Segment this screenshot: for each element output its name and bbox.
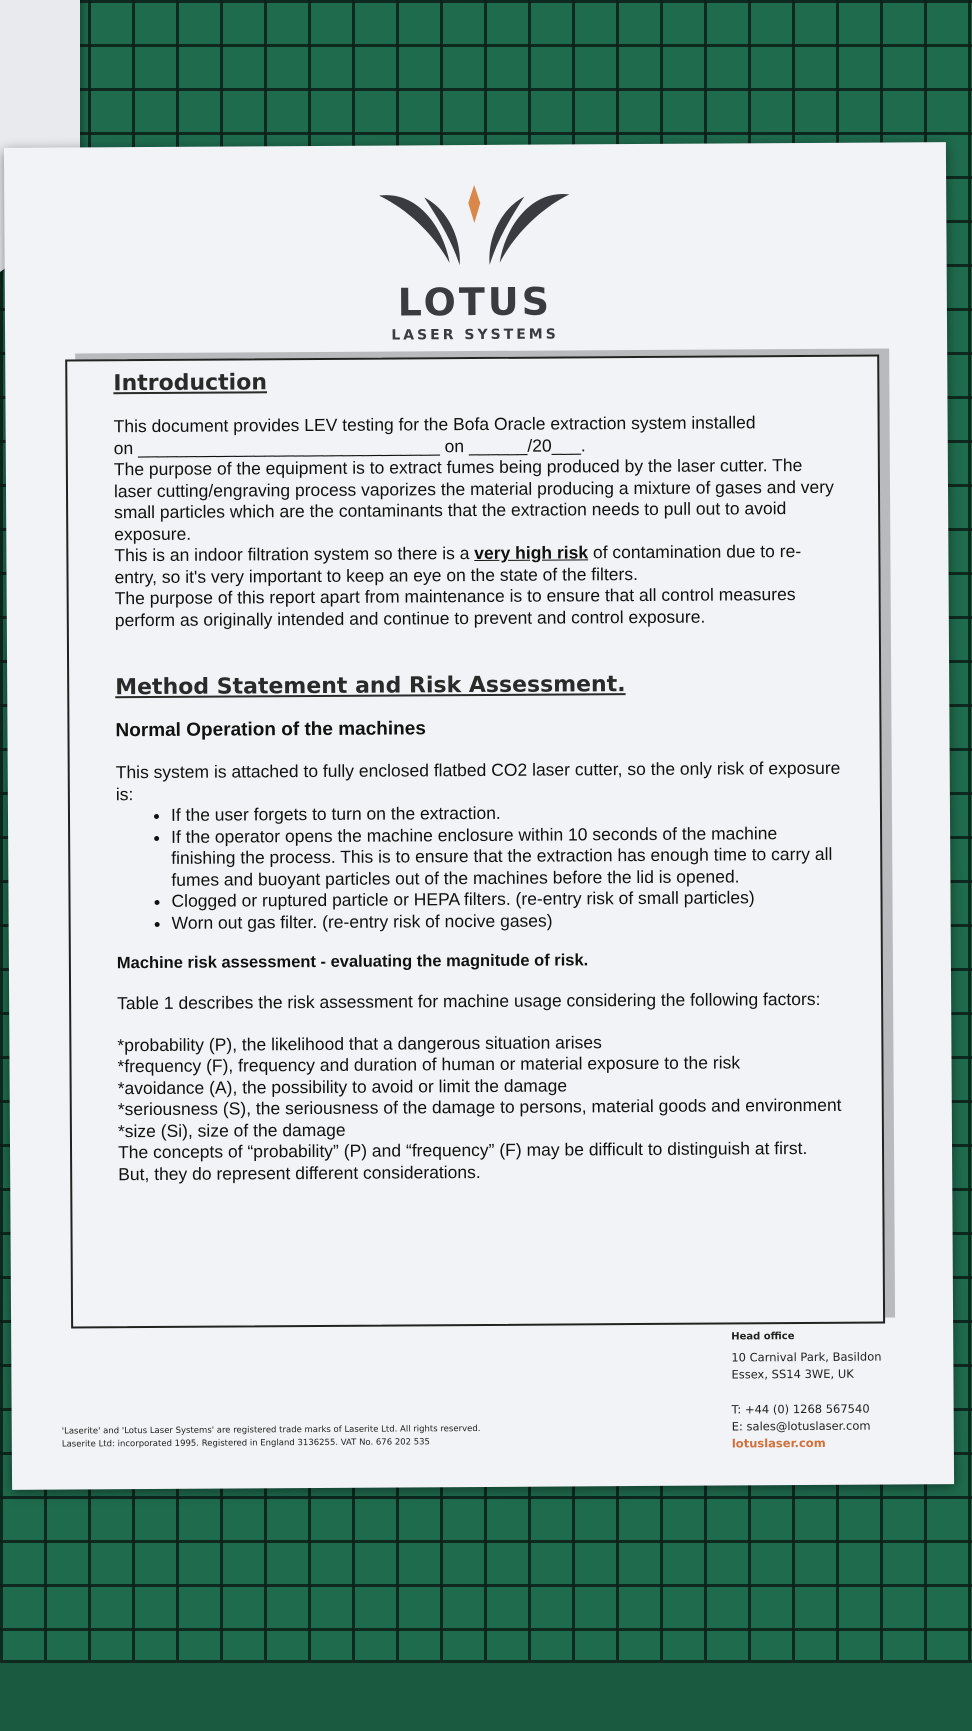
head-office-block [731,1327,942,1452]
brand-tagline: LASER SYSTEMS [391,326,559,344]
brand-name: LOTUS [397,279,553,325]
factors-list [117,1030,843,1185]
legal-line-2: Laserite Ltd: incorporated 1995. Registered in England 3136255. VAT No. 676 202 535 [61,1437,430,1450]
assessment-heading: Machine risk assessment - evaluating the magnitude of risk. [116,951,589,973]
table-description: Table 1 describes the risk assessment for machine usage considering the following factors: [117,988,821,1014]
email: E: sales@lotuslaser.com [731,1418,871,1434]
factor-item: *size (Si), size of the damage [117,1119,346,1141]
method-heading: Method Statement and Risk Assessment. [115,672,626,701]
list-item: • Worn out gas filter. (re-entry risk of nocive gases) [172,908,842,934]
phone: T: +44 (0) 1268 567540 [731,1401,870,1417]
factor-item: *frequency (F), frequency and duration of human or material exposure to the risk [117,1052,741,1077]
intro-report-purpose: The purpose of this report apart from maintenance is to ensure that all control measures perform as originally intended and continue to prevent and control exposure. [114,584,796,630]
list-item: • Clogged or ruptured particle or HEPA filters. (re-entry risk of small particles) [171,887,841,913]
risk-list [116,801,842,934]
list-item: • If the operator opens the machine enclosure within 10 seconds of the machine finishing the process. This is to ensure that the extraction has enough time to carry all fumes and buoyant particles out of the machines before the lid is opened. [171,822,841,891]
very-high-risk: very high risk [474,542,589,564]
intro-line-2: on _______________________________ on ______/20___. [113,434,586,458]
lotus-petals-icon [379,184,570,270]
address-line-1: 10 Carnival Park, Basildon [731,1349,882,1365]
system-text: This system is attached to fully enclosed flatbed CO2 laser cutter, so the only risk of exposure is: [115,757,841,804]
factor-item: *avoidance (A), the possibility to avoid or limit the damage [117,1074,568,1098]
address-line-2: Essex, SS14 3WE, UK [731,1366,854,1382]
lotus-logo [374,184,575,344]
document-page [4,142,954,1490]
orange-flame-icon [468,185,480,223]
content-box [65,355,885,1329]
intro-risk: This is an indoor filtration system so there is a very high risk of contamination due to re-entry, so it's very important to keep an eye on the state of the filters. [114,541,802,587]
legal-line-1: 'Laserite' and 'Lotus Laser Systems' are registered trade marks of Laserite Ltd. All rights reserved. [61,1424,481,1437]
legal-notice [62,1422,622,1451]
concepts-text: The concepts of “probability” (P) and “frequency” (F) may be difficult to distinguish at first. But, they do represent different considerations. [117,1138,808,1184]
intro-purpose: The purpose of the equipment is to extract fumes being produced by the laser cutter. The laser cutting/engraving process vaporizes the material producing a mixture of gases and very small particles which are the contaminants that the extraction needs to pull out to avoid exposure. [113,455,834,544]
list-item: • If the user forgets to turn on the extraction. [171,801,841,827]
head-office-label: Head office [731,1331,795,1343]
introduction-heading: Introduction [113,370,268,397]
website: lotuslaser.com [731,1435,826,1451]
factor-item: *seriousness (S), the seriousness of the damage to persons, material goods and environment [117,1094,842,1120]
normal-operation-heading: Normal Operation of the machines [115,718,426,742]
cutting-mat-edge [0,1660,972,1731]
factor-item: *probability (P), the likelihood that a dangerous situation arises [117,1031,602,1055]
intro-line-1: This document provides LEV testing for the Bofa Oracle extraction system installed [113,412,756,437]
